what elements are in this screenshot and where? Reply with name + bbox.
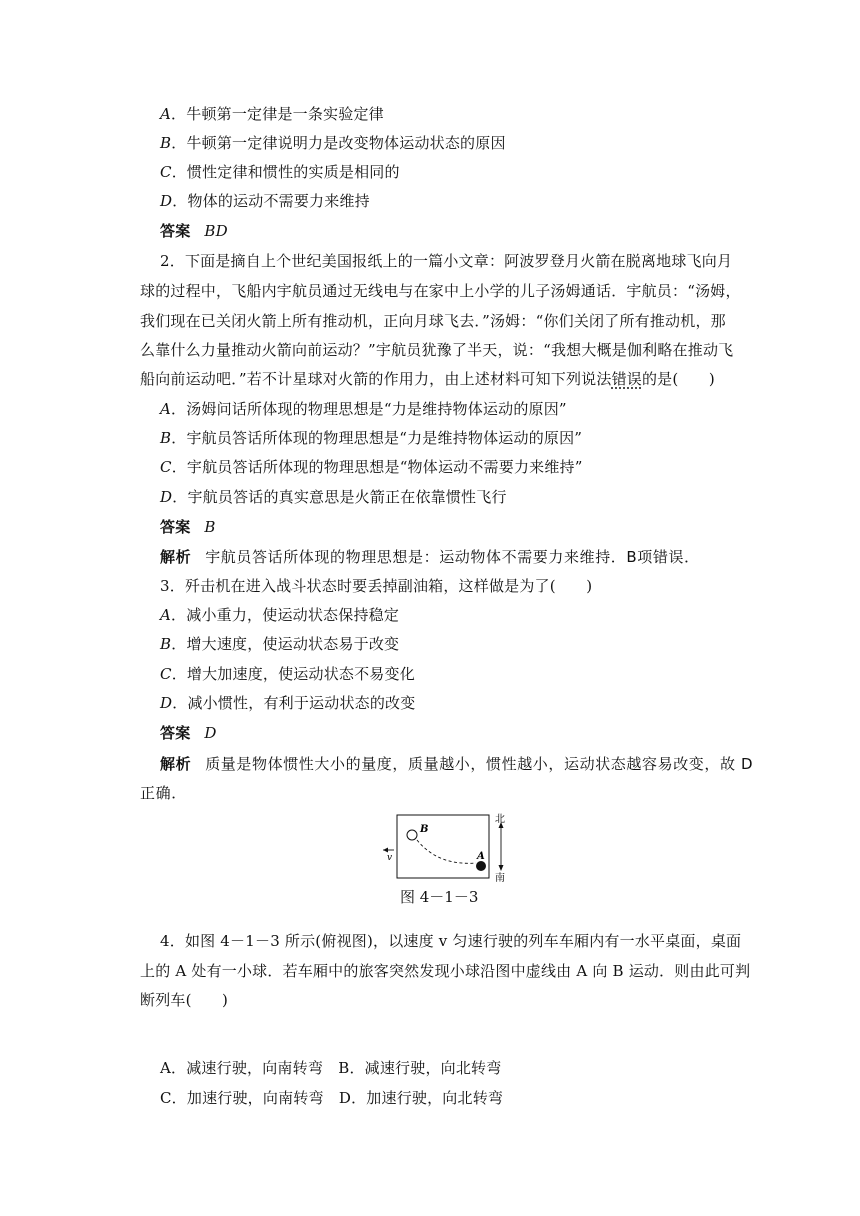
ball-a-marker	[476, 861, 486, 871]
q2-stem-line-5: 船向前运动吧．”若不计星球对火箭的作用力，由上述材料可知下列说法错误的是( )	[140, 370, 715, 388]
q3-analysis-line-2: 正确．	[140, 784, 187, 802]
ball-b-marker	[407, 830, 417, 840]
velocity-arrowhead	[383, 848, 388, 853]
q3-answer: 答案 D	[160, 724, 217, 742]
q4-options-row-2: C．加速行驶，向南转弯 D．加速行驶，向北转弯	[160, 1089, 504, 1107]
q1-option-a: A．牛顿第一定律是一条实验定律	[160, 105, 384, 123]
q2-option-a: A．汤姆问话所体现的物理思想是“力是维持物体运动的原因”	[160, 400, 567, 418]
label-a: A	[477, 851, 485, 862]
q2-stem-line-4: 么靠什么力量推动火箭向前运动？”宇航员犹豫了半天，说：“我想大概是伽利略在推动飞	[140, 341, 734, 359]
train-figure	[380, 810, 520, 882]
q3-stem: 3．歼击机在进入战斗状态时要丢掉副油箱，这样做是为了( )	[160, 577, 593, 595]
label-south: 南	[495, 873, 505, 882]
q1-option-c: C．惯性定律和惯性的实质是相同的	[160, 163, 400, 181]
figure-caption: 图 4－1－3	[400, 888, 479, 906]
q2-option-d: D．宇航员答话的真实意思是火箭正在依靠惯性飞行	[160, 488, 507, 506]
q2-stem-line-2: 球的过程中，飞船内宇航员通过无线电与在家中上小学的儿子汤姆通话．宇航员：“汤姆，	[140, 282, 741, 300]
q3-analysis-line-1: 解析 质量是物体惯性大小的量度，质量越小，惯性越小，运动状态越容易改变，故 D	[160, 755, 754, 773]
label-north: 北	[495, 814, 505, 825]
label-b: B	[420, 824, 429, 835]
q3-option-b: B．增大速度，使运动状态易于改变	[160, 635, 400, 653]
q1-option-d: D．物体的运动不需要力来维持	[160, 192, 370, 210]
q2-analysis: 解析 宇航员答话所体现的物理思想是：运动物体不需要力来维持．B项错误．	[160, 548, 700, 566]
q3-option-a: A．减小重力，使运动状态保持稳定	[160, 606, 400, 624]
q2-option-c: C．宇航员答话所体现的物理思想是“物体运动不需要力来维持”	[160, 458, 583, 476]
emphasis-mark: 错误	[611, 370, 642, 388]
car-rectangle	[397, 815, 489, 878]
q2-stem-line-1: 2．下面是摘自上个世纪美国报纸上的一篇小文章：阿波罗登月火箭在脱离地球飞向月	[160, 252, 733, 270]
q3-option-c: C．增大加速度，使运动状态不易变化	[160, 665, 415, 683]
south-arrowhead	[499, 865, 504, 871]
q3-option-d: D．减小惯性，有利于运动状态的改变	[160, 694, 416, 712]
q4-stem-line-3: 断列车( )	[140, 991, 229, 1009]
q2-answer: 答案 B	[160, 518, 216, 536]
q2-stem-line-3: 我们现在已关闭火箭上所有推动机，正向月球飞去．”汤姆：“你们关闭了所有推动机，那	[140, 312, 726, 330]
q1-option-b: B．牛顿第一定律说明力是改变物体运动状态的原因	[160, 134, 506, 152]
q4-options-row-1: A．减速行驶，向南转弯 B．减速行驶，向北转弯	[160, 1059, 502, 1077]
q1-answer: 答案 BD	[160, 222, 228, 240]
dashed-path	[417, 840, 476, 863]
q4-stem-line-2: 上的 A 处有一小球．若车厢中的旅客突然发现小球沿图中虚线由 A 向 B 运动．则由此可判	[140, 962, 751, 980]
q4-stem-line-1: 4．如图 4－1－3 所示(俯视图)，以速度 v 匀速行驶的列车车厢内有一水平桌面，桌面	[160, 932, 742, 950]
q2-option-b: B．宇航员答话所体现的物理思想是“力是维持物体运动的原因”	[160, 429, 583, 447]
label-v: v	[387, 853, 393, 863]
